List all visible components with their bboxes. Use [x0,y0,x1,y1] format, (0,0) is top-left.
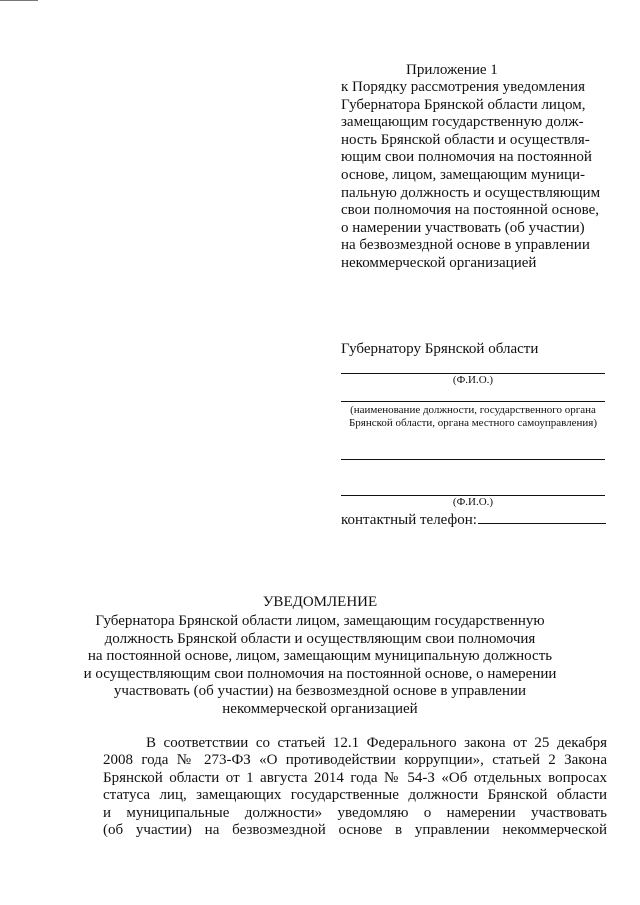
position-caption: (наименование должности, государственного органа Брянской области, органа местного самоуправления) [348,404,598,429]
appendix-line: пальную должность и осуществляющим [341,184,601,201]
appendix-line: к Порядку рассмотрения уведомления [341,79,585,95]
phone-field [341,510,606,529]
subheading-line: и осуществляющим свои полномочия на постоянной основе, о намерении [83,665,557,682]
appendix-line: замещающим государственную долж- [341,114,584,131]
phone-label: контактный телефон: [341,512,477,528]
scan-corner-mark [0,0,38,1]
body-paragraph [103,770,607,788]
appendix-line: на безвозмездной основе в управлении [341,237,590,254]
phone-blank [478,510,606,524]
notice-heading: УВЕДОМЛЕНИЕ [262,594,378,610]
blank-line [341,459,605,460]
body-paragraph [103,822,607,840]
position-line [341,401,605,402]
body-line: (об участии) на безвозмездной основе в управлении некоммерческой [103,822,607,838]
appendix-reference [341,79,606,273]
appendix-line: Губернатора Брянской области лицом, [341,96,586,113]
appendix-line: основе, лицом, замещающим муници- [341,166,586,183]
body-paragraph [103,805,607,823]
fio-caption-1: (Ф.И.О.) [452,374,494,386]
appendix-line: о намерении участвовать (об участии) [341,219,585,236]
body-line: 2008 года № 273-ФЗ «О противодействии коррупции», статьей 2 Закона [103,752,607,768]
subheading-line: на постоянной основе, лицом, замещающим муниципальную должность [87,648,553,665]
body-line: Брянской области от 1 августа 2014 года № 54-З «Об отдельных вопросах [103,770,607,786]
appendix-line: свои полномочия на постоянной основе, [341,202,600,219]
subheading-line: участвовать (об участии) на безвозмездной основе в управлении [113,683,527,700]
subheading-line: Губернатора Брянской области лицом, замещающим государственную [95,613,545,629]
addressee-title: Губернатору Брянской области [341,341,539,357]
appendix-title: Приложение 1 [406,62,498,78]
body-line: и муниципальные должности» уведомляю о намерении участвовать [103,805,607,821]
subheading-line: некоммерческой организацией [222,700,418,717]
body-line: В соответствии со статьей 12.1 Федерального закона от 25 декабря [146,735,607,751]
body-paragraph [103,752,607,770]
body-line: статуса лиц, замещающих государственные должности Брянской области [103,787,607,803]
fio-caption-2: (Ф.И.О.) [452,496,494,508]
appendix-line: ющим свои полномочия на постоянной [341,149,592,166]
body-line-first [146,735,607,753]
appendix-line: некоммерческой организацией [341,254,537,271]
notice-subheading [80,613,560,719]
subheading-line: должность Брянской области и осуществляющим свои полномочия [104,630,536,647]
appendix-line: ность Брянской области и осуществля- [341,131,590,148]
body-paragraph [103,787,607,805]
